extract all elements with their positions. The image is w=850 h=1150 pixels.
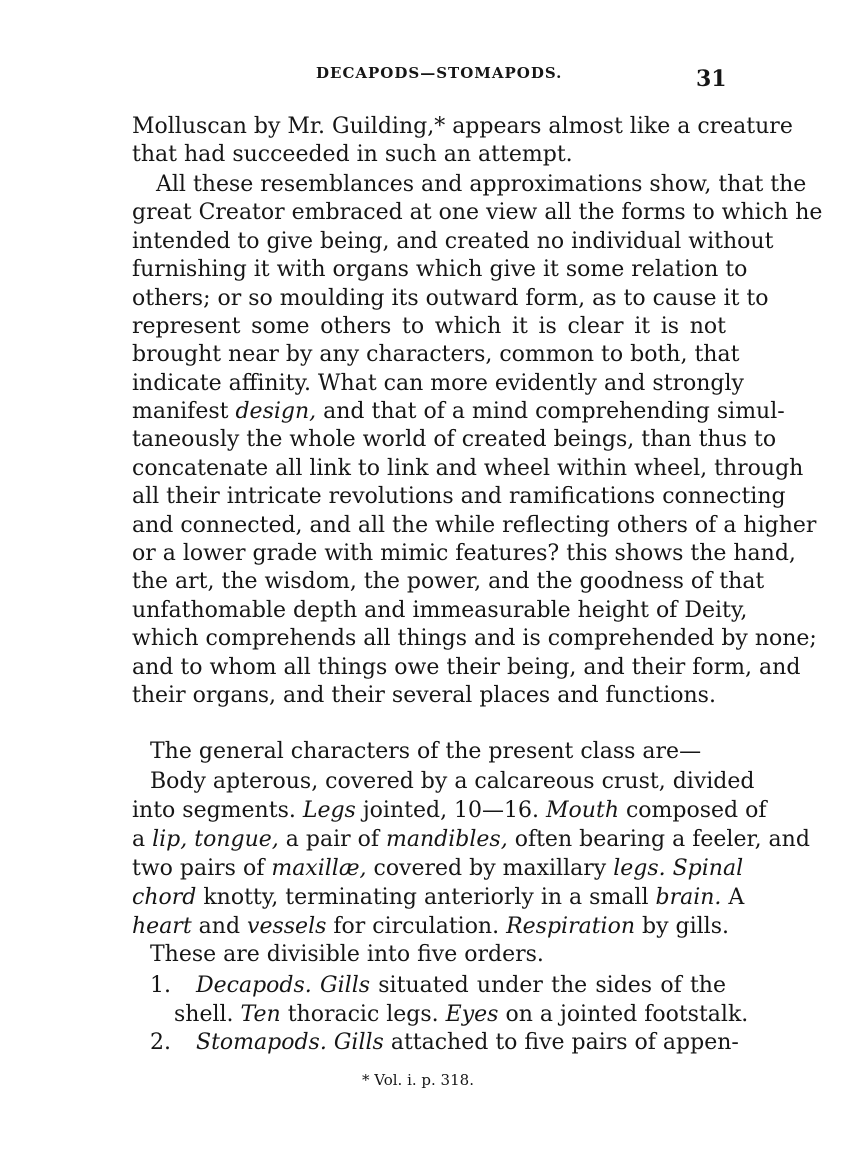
italic-text: Gills	[333, 1030, 384, 1055]
text-run: shell.	[174, 1002, 241, 1027]
running-title: DECAPODS—STOMAPODS.	[316, 64, 563, 82]
order-name: Decapods.	[196, 973, 312, 998]
list-item	[196, 1030, 739, 1055]
text-line	[132, 399, 785, 424]
text-line: their organs, and their several places and functions.	[132, 683, 716, 708]
text-line: the art, the wisdom, the power, and the goodness of that	[132, 569, 765, 594]
text-line	[132, 827, 810, 852]
text-line: indicate affinity. What can more evidently and strongly	[132, 371, 744, 396]
text-line: represent some others to which it is clear it is not	[132, 314, 726, 339]
text-run: a	[132, 827, 153, 852]
text-line: Molluscan by Mr. Guilding,* appears almost like a creature	[132, 114, 793, 139]
text-run: manifest	[132, 399, 236, 424]
list-number: 2.	[150, 1030, 171, 1055]
text-line: Body apterous, covered by a calcareous crust, divided	[150, 769, 755, 794]
italic-text: Respiration	[506, 914, 636, 939]
text-line: which comprehends all things and is comprehended by none;	[132, 626, 817, 651]
text-run: often bearing a feeler, and	[507, 827, 810, 852]
text-line: others; or so moulding its outward form, as to cause it to	[132, 286, 769, 311]
page-header	[0, 0, 850, 100]
text-line: concatenate all link to link and wheel within wheel, through	[132, 456, 804, 481]
section-intro: The general characters of the present class are—	[150, 739, 702, 764]
italic-text: brain.	[655, 885, 722, 910]
text-line: All these resemblances and approximations show, that the	[156, 172, 807, 197]
text-run: A	[721, 885, 745, 910]
text-run: knotty, terminating anteriorly in a small	[196, 885, 656, 910]
text-run: jointed, 10—16.	[355, 798, 547, 823]
italic-text: Ten	[240, 1002, 281, 1027]
italic-text: Eyes	[445, 1002, 499, 1027]
text-run: attached to five pairs of appen-	[383, 1030, 739, 1055]
text-line: or a lower grade with mimic features? this shows the hand,	[132, 541, 796, 566]
text-line	[132, 916, 729, 938]
italic-text: legs. Spinal	[613, 856, 744, 881]
text-line: and to whom all things owe their being, and their form, and	[132, 655, 801, 680]
italic-text: design,	[235, 399, 317, 424]
italic-text: chord	[132, 885, 197, 910]
text-run: covered by maxillary	[366, 856, 614, 881]
italic-text: lip, tongue,	[152, 827, 279, 852]
text-line	[132, 798, 767, 823]
text-run: thoracic legs.	[280, 1002, 446, 1027]
italic-text: Mouth	[546, 798, 619, 823]
list-number: 1.	[150, 973, 171, 998]
text-line: all their intricate revolutions and ramifications connecting	[132, 484, 786, 509]
text-line: unfathomable depth and immeasurable height of Deity,	[132, 598, 748, 623]
list-item	[196, 975, 726, 997]
text-run: and that of a mind comprehending simul-	[316, 399, 785, 424]
text-run: into segments.	[132, 798, 303, 823]
text-line	[132, 885, 745, 910]
list-item-continuation	[174, 1002, 749, 1027]
text-run: a pair of	[278, 827, 387, 852]
text-line: furnishing it with organs which give it some relation to	[132, 257, 748, 282]
italic-text: Gills	[320, 973, 371, 998]
text-line: These are divisible into five orders.	[150, 942, 544, 967]
italic-text: vessels	[247, 914, 327, 939]
italic-text: mandibles,	[386, 827, 508, 852]
text-line: intended to give being, and created no individual without	[132, 229, 774, 254]
text-run: and	[191, 914, 248, 939]
footnote: * Vol. i. p. 318.	[362, 1071, 474, 1089]
italic-text: Legs	[302, 798, 356, 823]
text-run: two pairs of	[132, 856, 272, 881]
text-line: taneously the whole world of created beings, than thus to	[132, 427, 777, 452]
text-run: composed of	[618, 798, 767, 823]
text-run: for circulation.	[326, 914, 507, 939]
italic-text: heart	[132, 914, 192, 939]
text-run: by gills.	[635, 914, 729, 939]
text-line: that had succeeded in such an attempt.	[132, 142, 573, 167]
page-number: 31	[696, 66, 727, 92]
text-line: great Creator embraced at one view all the forms to which he	[132, 200, 823, 225]
text-line: brought near by any characters, common to both, that	[132, 342, 740, 367]
order-name: Stomapods.	[196, 1030, 327, 1055]
text-run: on a jointed footstalk.	[498, 1002, 749, 1027]
text-run: situated under the sides of the	[370, 973, 726, 998]
italic-text: maxillæ,	[271, 856, 367, 881]
text-line	[132, 856, 744, 881]
text-line: and connected, and all the while reflecting others of a higher	[132, 513, 817, 538]
